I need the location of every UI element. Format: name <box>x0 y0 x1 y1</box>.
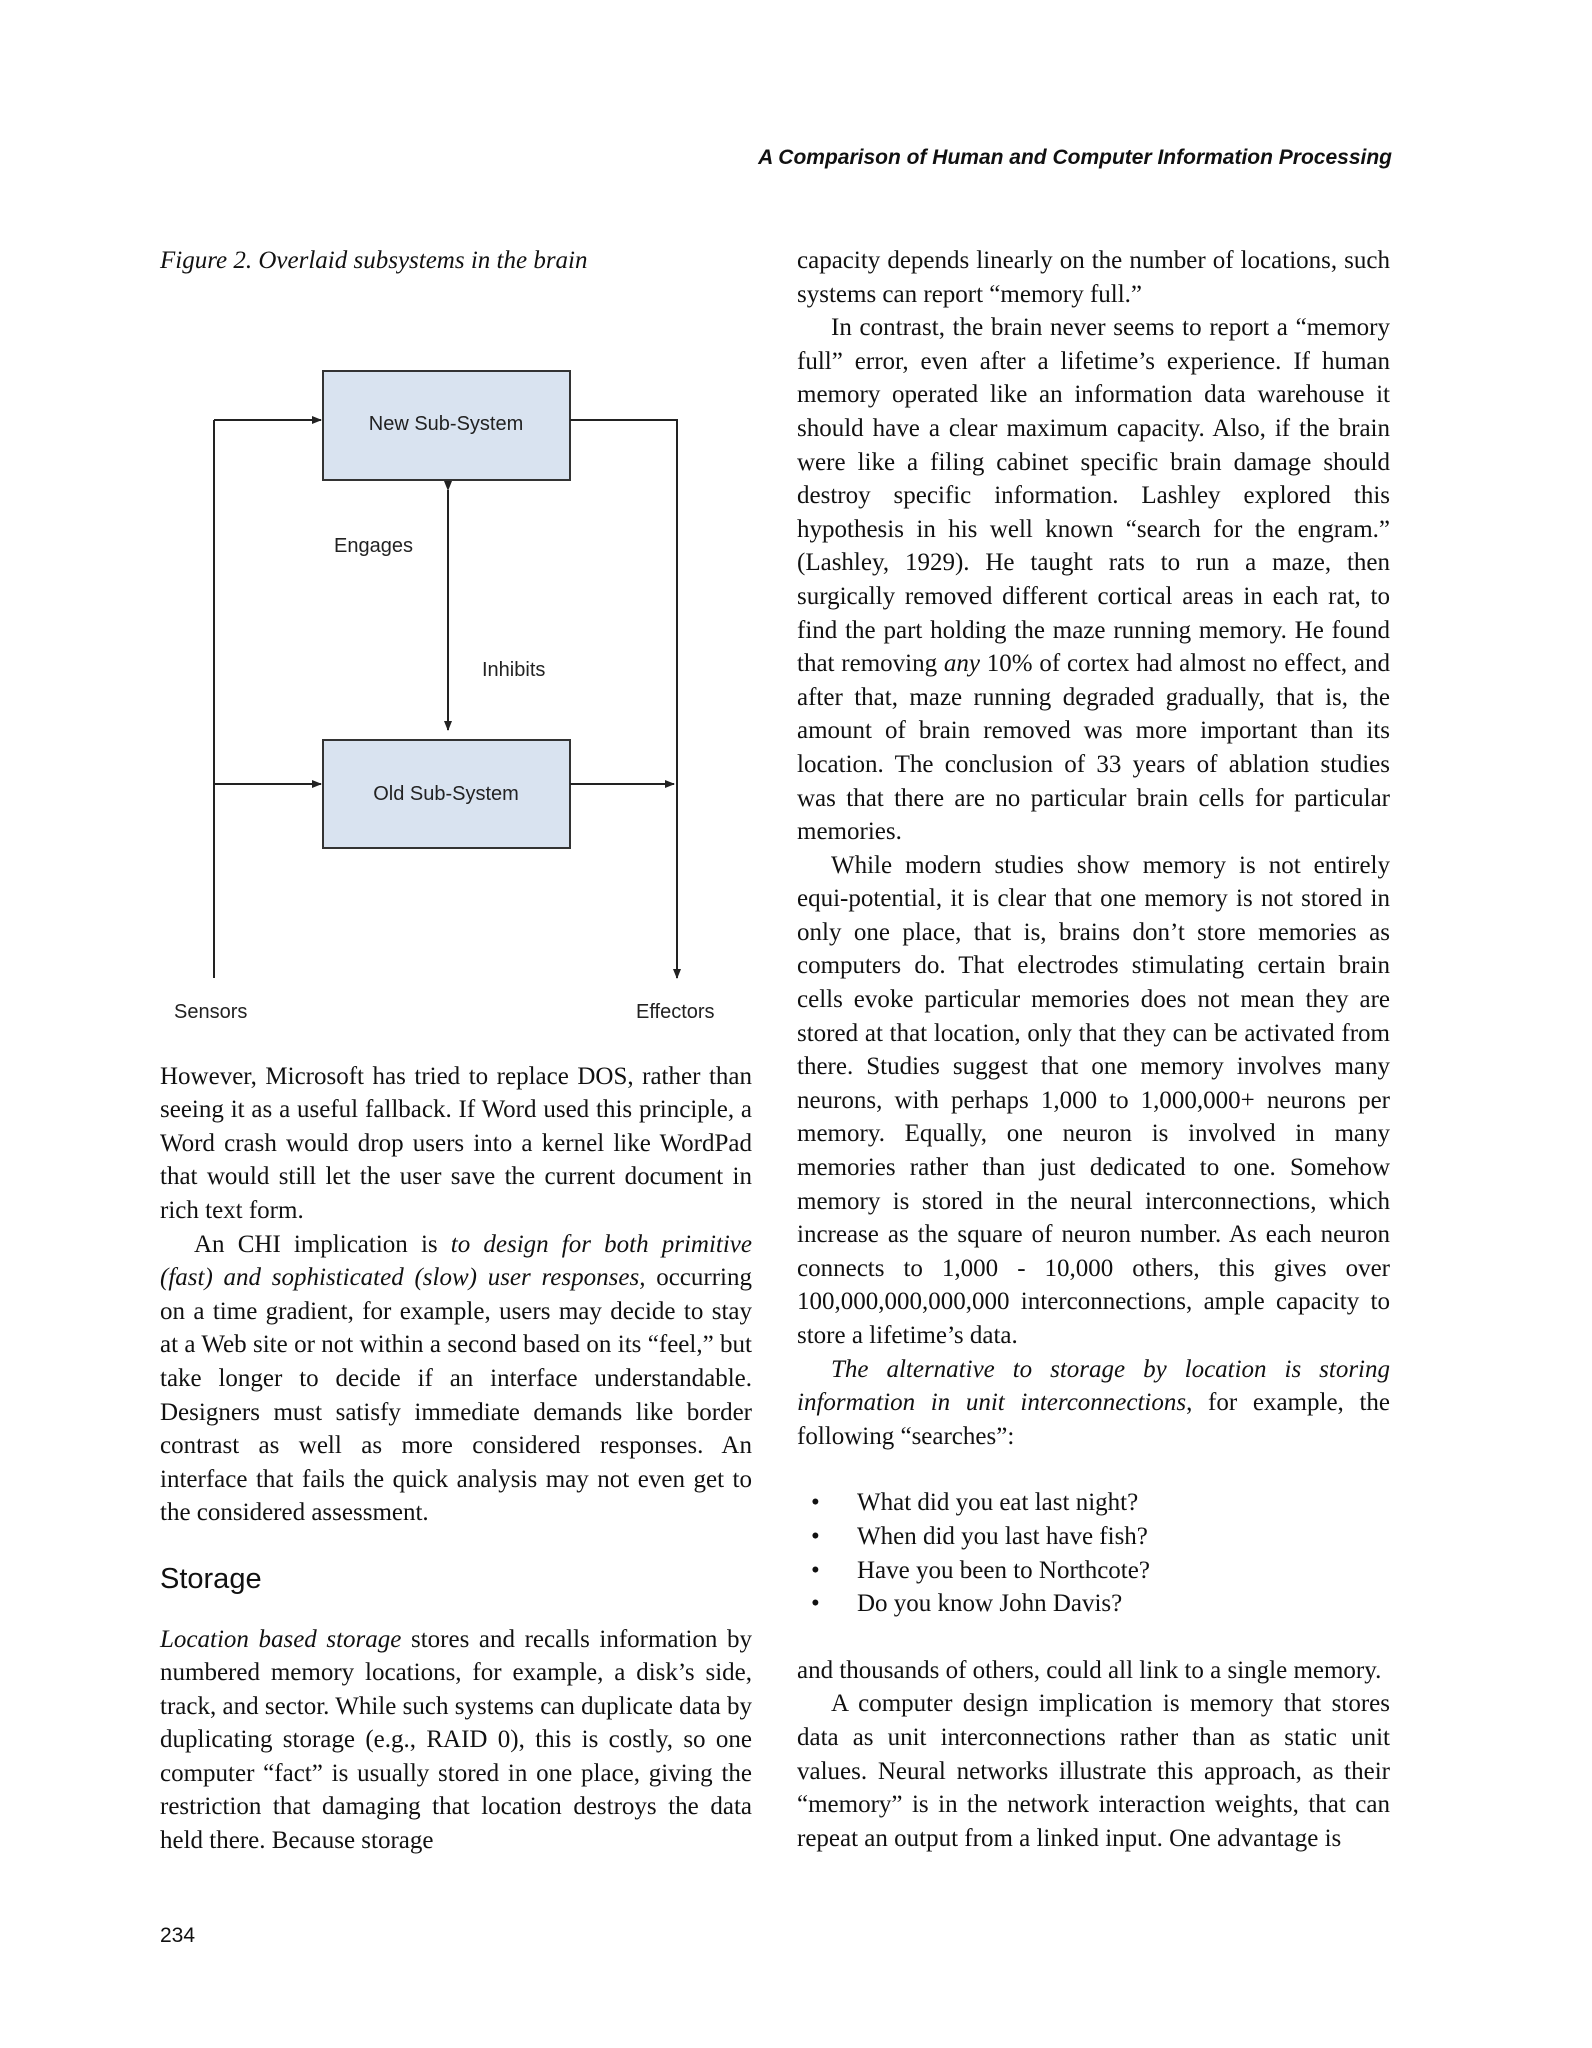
left-paragraph-3 <box>160 1623 752 1858</box>
list-item <box>797 1486 1390 1520</box>
left-paragraph-2-lead: An CHI implication is <box>194 1230 451 1258</box>
right-paragraph-4 <box>797 1353 1390 1454</box>
left-paragraph-3-italic: Location based storage <box>160 1625 402 1653</box>
left-paragraph-2-rest: occurring on a time gradient, for example, users may decide to stay at a Web site or not within a second based on its “feel,” but take longer to decide if an interface understandable. Designers must satisfy immediate demands like border contrast as well as more considered responses. An interface that fails the quick analysis may not even get to the considered assessment. <box>160 1264 752 1527</box>
engages-label: Engages <box>334 534 413 557</box>
list-item-text: When did you last have fish? <box>857 1522 1148 1550</box>
right-paragraph-3: While modern studies show memory is not entirely equi-potential, it is clear that one memory is not stored in only one place, that is, brains don’t store memories as computers do. That electrodes stimulating certain brain cells evoke particular memories does not mean they are stored at that location, only that they can be activated from there. Studies suggest that one memory involves many neurons, with perhaps 1,000 to 1,000,000+ neurons per memory. Equally, one neuron is involved in many memories rather than just dedicated to one. Somehow memory is stored in the neural interconnections, which increase as the square of neuron number. As each neuron connects to 1,000 - 10,000 others, this gives over 100,000,000,000,000 interconnections, ample capacity to store a lifetime’s data. <box>797 851 1390 1349</box>
right-paragraph-6: A computer design implication is memory that stores data as unit interconnections rather than as static unit values. Neural networks illustrate this approach, as their “memory” is in the network interaction weights, that can repeat an output from a linked input. One advantage is <box>797 1690 1390 1852</box>
left-paragraph-2 <box>160 1228 752 1530</box>
right-paragraph-2-a: In contrast, the brain never seems to report a “memory full” error, even after a lifetime’s experience. If human memory operated like an information data warehouse it should have a clear maximum capacity. Also, if the brain were like a filing cabinet specific brain damage should destroy specific information. Lashley explored this hypothesis in his well known “search for the engram.” (Lashley, 1929). He taught rats to run a maze, then surgically removed different cortical areas in each rat, to find the part holding the maze running memory. He found that removing <box>797 314 1390 678</box>
left-paragraph-2-italic: to design for both primitive (fast) and sophisticated (slow) user responses, <box>160 1230 752 1292</box>
inhibits-label: Inhibits <box>482 658 546 681</box>
right-paragraph-4-italic: The alternative to storage by location is storing information in unit interconnections <box>797 1355 1390 1417</box>
left-paragraph-1: However, Microsoft has tried to replace DOS, rather than seeing it as a useful fallback. If Word used this principle, a Word crash would drop users into a kernel like WordPad that would still let the user save the current document in rich text form. <box>160 1062 752 1224</box>
storage-heading: Storage <box>160 1562 262 1595</box>
search-list <box>797 1486 1390 1620</box>
right-paragraph-2-b: 10% of cortex had almost no effect, and after that, maze running degraded gradually, that is, the amount of brain removed was more important than its location. The conclusion of 33 years of ablation studies was that there are no particular brain cells for particular memories. <box>797 650 1390 846</box>
left-column <box>160 244 752 1858</box>
subsystems-diagram <box>160 278 752 1060</box>
right-paragraph-1: capacity depends linearly on the number of locations, such systems can report “memory full.” <box>797 247 1390 308</box>
figure-caption: Figure 2. Overlaid subsystems in the brain <box>160 247 588 274</box>
right-paragraph-2 <box>797 311 1390 849</box>
page-number: 234 <box>160 1924 196 1947</box>
effectors-label: Effectors <box>636 1000 715 1023</box>
figure-diagram <box>160 278 752 1060</box>
bullet-icon: • <box>811 1590 820 1618</box>
right-paragraph-4-rest: , for example, the following “searches”: <box>797 1389 1391 1450</box>
list-item-text: Have you been to Northcote? <box>857 1556 1150 1584</box>
right-column <box>797 244 1390 1855</box>
list-item-text: What did you eat last night? <box>857 1489 1139 1517</box>
running-header: A Comparison of Human and Computer Information Processing <box>758 146 1392 169</box>
list-item <box>797 1520 1390 1554</box>
list-item-text: Do you know John Davis? <box>857 1590 1123 1618</box>
old-subsystem-label: Old Sub-System <box>373 782 519 805</box>
new-to-effectors-line <box>570 420 677 782</box>
bullet-icon: • <box>811 1489 820 1517</box>
list-item <box>797 1554 1390 1588</box>
bullet-icon: • <box>811 1556 820 1584</box>
new-subsystem-label: New Sub-System <box>368 412 524 435</box>
sensors-label: Sensors <box>174 1000 248 1023</box>
bullet-icon: • <box>811 1522 820 1550</box>
list-item <box>797 1587 1390 1621</box>
right-paragraph-5: and thousands of others, could all link to a single memory. <box>797 1656 1382 1684</box>
right-paragraph-2-italic: any <box>943 650 980 678</box>
left-paragraph-3-rest: stores and recalls information by numbered memory locations, for example, a disk’s side, track, and sector. While such systems can duplicate data by duplicating storage (e.g., RAID 0), this is costly, so one computer “fact” is usually stored in one place, giving the restriction that damaging that location destroys the data held there. Because storage <box>160 1625 753 1855</box>
